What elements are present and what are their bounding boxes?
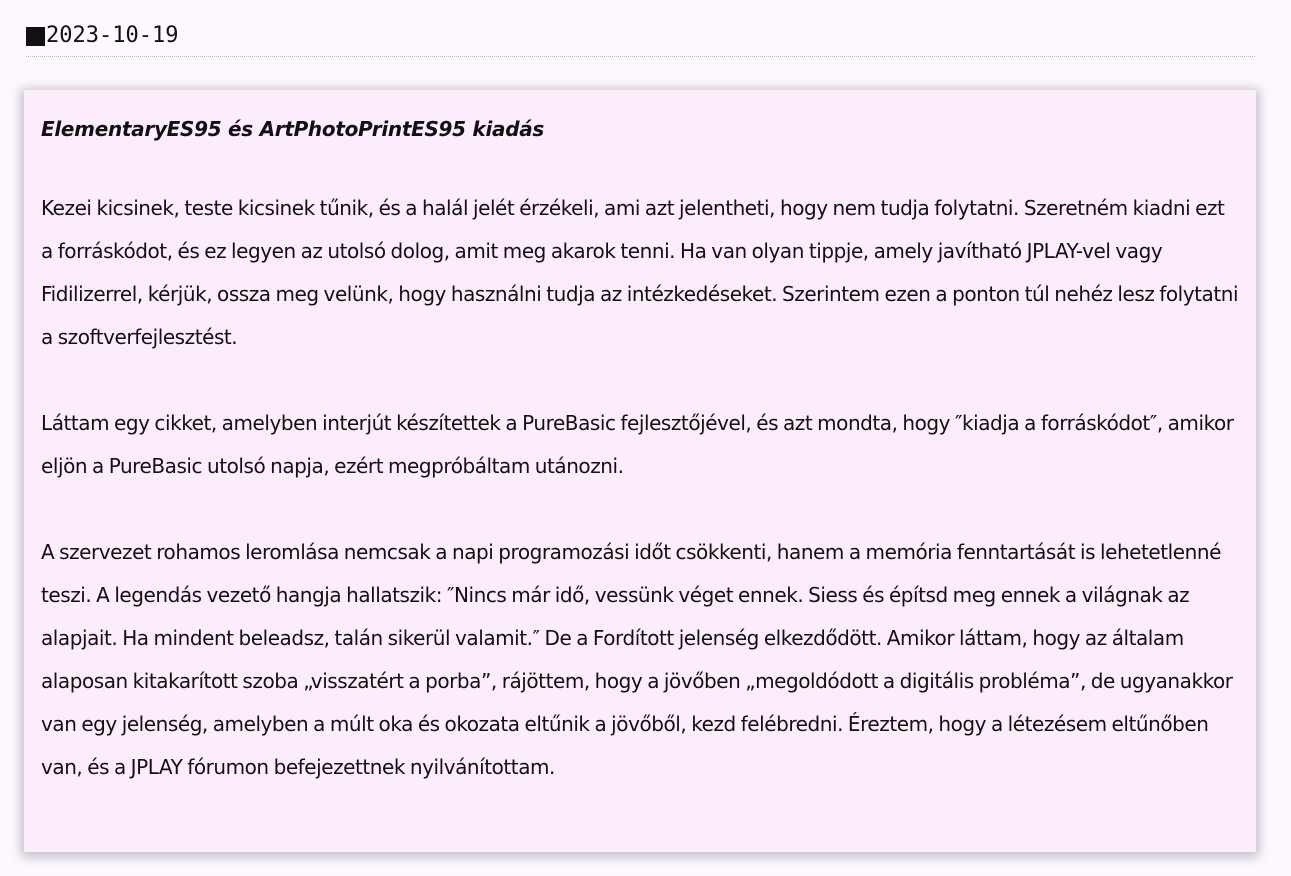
article-title: ElementaryES95 és ArtPhotoPrintES95 kiadás — [41, 117, 545, 141]
entry-date-header — [26, 20, 1255, 57]
entry-date: 2023-10-19 — [46, 23, 179, 48]
article-box — [24, 90, 1256, 852]
article-body — [41, 187, 1239, 789]
article-paragraph: A szervezet rohamos leromlása nemcsak a napi programozási időt csökkenti, hanem a memória fenntartását is lehetetlenné teszi. A legendás vezető hangja hallatszik: ″Nincs már idő, vessünk véget ennek. Siess és építsd meg ennek a világnak az alapjait. Ha mindent beleadsz, talán sikerül valamit.″ De a Fordított jelenség elkezdődött. Amikor láttam, hogy az általam alaposan kitakarított szoba „visszatért a porba”, rájöttem, hogy a jövőben „megoldódott a digitális probléma”, de ugyanakkor van egy jelenség, amelyben a múlt oka és okozata eltűnik a jövőből, kezd felébredni. Éreztem, hogy a létezésem eltűnőben van, és a JPLAY fórumon befejezettnek nyilvánítottam. — [41, 540, 1233, 779]
square-bullet-icon — [26, 27, 45, 46]
article-paragraph: Láttam egy cikket, amelyben interjút készítettek a PureBasic fejlesztőjével, és azt mondta, hogy ″kiadja a forráskódot″, amikor eljön a PureBasic utolsó napja, ezért megpróbáltam utánozni. — [41, 411, 1234, 478]
article-paragraph: Kezei kicsinek, teste kicsinek tűnik, és a halál jelét érzékeli, ami azt jelentheti, hogy nem tudja folytatni. Szeretném kiadni ezt a forráskódot, és ez legyen az utolsó dolog, amit meg akarok tenni. Ha van olyan tippje, amely javítható JPLAY-vel vagy Fidilizerrel, kérjük, ossza meg velünk, hogy használni tudja az intézkedéseket. Szerintem ezen a ponton túl nehéz lesz folytatni a szoftverfejlesztést. — [41, 196, 1239, 349]
